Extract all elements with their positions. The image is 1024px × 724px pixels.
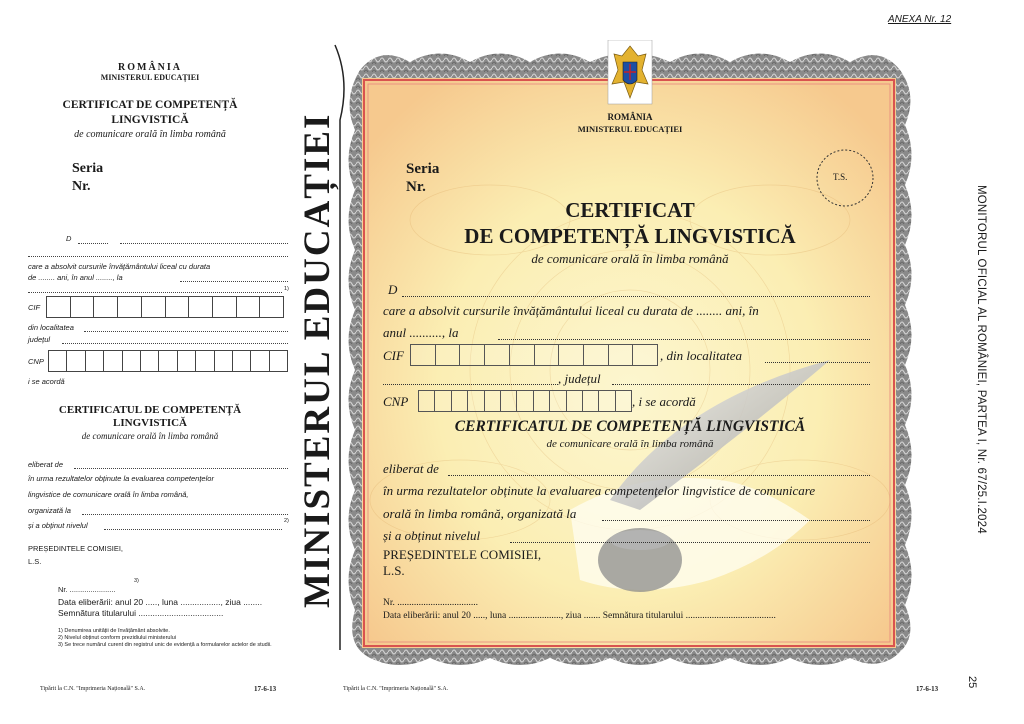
stub-subtitle: de comunicare orală în limba română: [74, 129, 226, 140]
stub-cnp-label: CNP: [28, 357, 44, 366]
cert-ministry: MINISTERUL EDUCAȚIEI: [577, 124, 683, 134]
stub-semnatura: Semnătura titularului ....................................: [58, 608, 224, 618]
stub-cert-line1: CERTIFICATUL DE COMPETENȚĂ: [58, 404, 242, 416]
cert-cert-title: CERTIFICATUL DE COMPETENȚĂ LINGVISTICĂ: [454, 418, 806, 435]
stub-note3: 3): [134, 578, 139, 584]
cert-printed: Tipărit la C.N. "Imprimeria Națională" S.A.: [343, 686, 449, 692]
stub-localitatea: din localitatea: [28, 323, 74, 332]
cert-d-label: D: [388, 282, 398, 297]
stub-code: 17-6-13: [254, 685, 277, 693]
cert-ls: L.S.: [383, 563, 405, 578]
stub-note2: 2): [284, 518, 289, 524]
stub-title-line2: LINGVISTICĂ: [111, 114, 189, 126]
stub-seria: Seria: [72, 161, 104, 176]
cert-subtitle: de comunicare orală în limba română: [531, 251, 729, 266]
stub-cert-line2: LINGVISTICĂ: [113, 417, 187, 429]
stub-printed: Tipărit la C.N. "Imprimeria Națională" S.A.: [40, 686, 146, 692]
cert-presedinte: PREȘEDINTELE COMISIEI,: [383, 547, 542, 562]
stub-country: ROMÂNIA: [118, 62, 182, 73]
cert-se-acorda: , i se acordă: [632, 394, 696, 409]
cert-nr: Nr.: [406, 179, 426, 195]
stub-cif-boxes[interactable]: [46, 296, 284, 318]
certificate-main: [340, 40, 920, 675]
stub-ls: L.S.: [28, 557, 42, 566]
cert-title2: DE COMPETENȚĂ LINGVISTICĂ: [464, 224, 796, 248]
stub-data: Data eliberării: anul 20 ....., luna ................., ziua ........: [58, 597, 263, 607]
cert-cif-boxes[interactable]: [410, 344, 658, 366]
stub-ministry: MINISTERUL EDUCAȚIEI: [100, 73, 200, 82]
certificate-stub: [0, 0, 300, 724]
cert-country: ROMÂNIA: [607, 112, 653, 122]
cert-code: 17-6-13: [916, 685, 939, 693]
cert-data: Data eliberării: anul 20 ....., luna ......................, ziua ....... Semnătura titularului ......................................: [383, 611, 776, 621]
stub-footnote2: 2) Nivelul obținut conform prezidiului ministerului: [58, 635, 176, 641]
stub-nr-line: Nr. ......................: [58, 585, 116, 594]
monitor-oficial-text: MONITORUL OFICIAL AL ROMÂNIEI, PARTEA I, Nr. 67/25.I.2024: [975, 185, 987, 534]
stub-judetul: județul: [28, 335, 51, 344]
stub-cnp-boxes[interactable]: [48, 350, 288, 372]
stub-note1: 1): [284, 286, 289, 292]
cert-cert-sub: de comunicare orală în limba română: [546, 438, 714, 450]
stub-de-ani: de ........ ani, în anul ........, la: [28, 273, 123, 282]
stub-absolvit: care a absolvit cursurile învățământului liceal cu durata: [28, 262, 211, 271]
cert-cnp-label: CNP: [383, 394, 409, 409]
cert-nivelul: și a obținut nivelul: [383, 528, 481, 543]
cert-anul: anul .........., la: [383, 325, 459, 340]
cert-eliberat: eliberat de: [383, 461, 439, 476]
annex-label: ANEXA Nr. 12: [888, 14, 952, 25]
coat-of-arms-icon: [608, 40, 652, 104]
stub-eliberat: eliberat de: [28, 460, 64, 469]
vertical-ministry-label: MINISTERUL EDUCAȚIEI: [297, 112, 338, 608]
stub-nivelul: și a obținut nivelul: [28, 521, 88, 530]
cert-localitatea: , din localitatea: [660, 348, 742, 363]
ts-stamp-label: T.S.: [833, 172, 848, 182]
stub-presedinte: PREȘEDINTELE COMISIEI,: [28, 544, 124, 553]
stub-organizata: organizată la: [28, 506, 71, 515]
stub-cert-sub: de comunicare orală în limba română: [81, 431, 219, 441]
page-number: 25: [966, 676, 978, 689]
stub-title-line1: CERTIFICAT DE COMPETENȚĂ: [62, 99, 238, 111]
stub-cif-label: CIF: [28, 303, 41, 312]
stub-d-label: D: [66, 234, 72, 243]
stub-urma2: lingvistice de comunicare orală în limba română,: [28, 490, 189, 499]
stub-urma1: în urma rezultatelor obținute la evaluarea competențelor: [28, 474, 214, 483]
cert-judetul: , județul: [558, 371, 601, 386]
cert-cif-label: CIF: [383, 348, 404, 363]
cert-title1: CERTIFICAT: [565, 198, 695, 222]
stub-se-acorda: i se acordă: [28, 377, 65, 386]
cert-urma1: în urma rezultatelor obținute la evaluarea competențelor lingvistice de comunicare: [383, 483, 816, 498]
stub-footnote3: 3) Se trece numărul curent din registrul unic de evidență a formularelor actelor de studii.: [58, 642, 272, 648]
stub-footnote1: 1) Denumirea unității de învățământ absolvite.: [58, 628, 170, 634]
cert-urma2: orală în limba română, organizată la: [383, 506, 577, 521]
cert-absolvit: care a absolvit cursurile învățământului liceal cu durata de ........ ani, în: [383, 303, 759, 318]
stub-nr: Nr.: [72, 179, 91, 194]
cert-cnp-boxes[interactable]: [418, 390, 632, 412]
cert-nr-line: Nr. ..................................: [383, 598, 478, 608]
cert-seria: Seria: [406, 161, 440, 177]
